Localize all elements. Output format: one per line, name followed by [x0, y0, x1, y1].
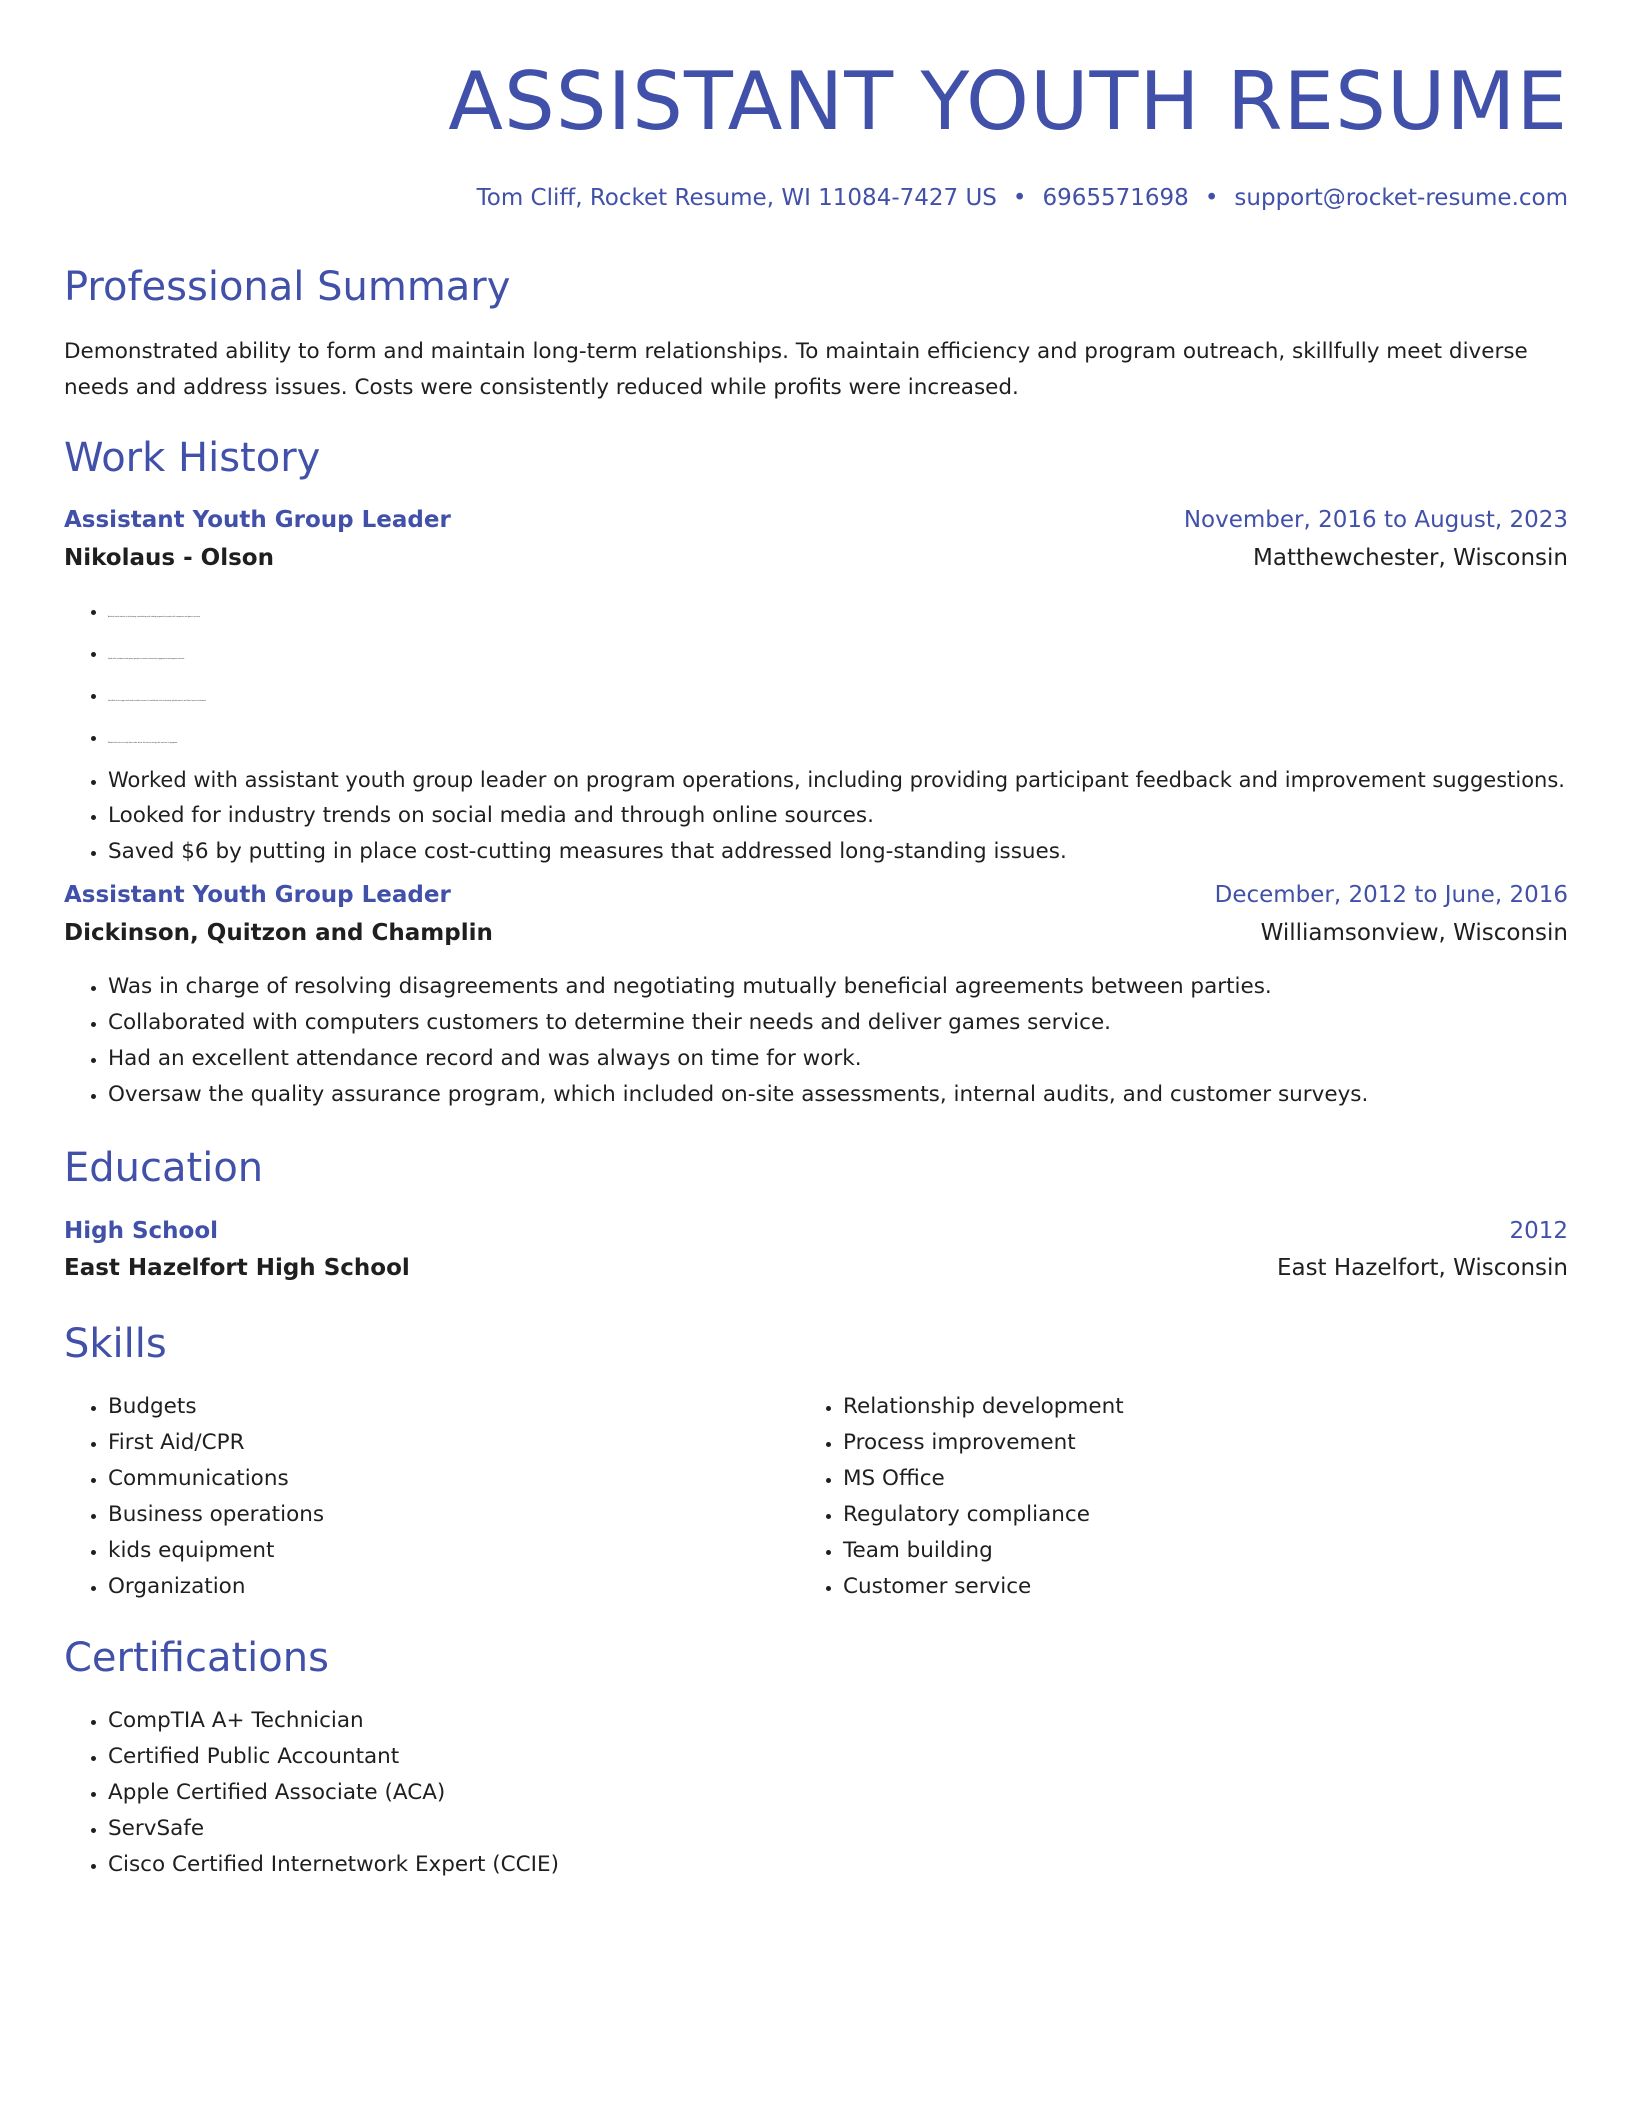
job-location: Williamsonview, Wisconsin — [1260, 920, 1568, 946]
education-location: East Hazelfort, Wisconsin — [1276, 1255, 1568, 1281]
list-item: • Spoke with computers and games groups to increase community engagement and program outreach. — [108, 636, 1565, 678]
job-location: Matthewchester, Wisconsin — [1253, 545, 1568, 571]
list-item: • Looked for industry trends on social media and through online sources. — [108, 798, 1565, 834]
section-heading-certifications: Certifications — [64, 1635, 329, 1681]
job-header — [64, 878, 1568, 912]
list-item: • CompTIA A+ Technician — [108, 1703, 559, 1739]
section-heading-work: Work History — [64, 435, 321, 481]
education-school-row — [64, 1251, 1568, 1285]
job-header — [64, 503, 1568, 537]
certifications-list — [64, 1703, 559, 1883]
list-item: • Budgets — [108, 1389, 324, 1425]
job-title: Assistant Youth Group Leader — [64, 507, 451, 533]
job-title: Assistant Youth Group Leader — [64, 882, 451, 908]
list-item: • Was in charge of resolving disagreements and negotiating mutually beneficial agreements between parties. — [108, 969, 1368, 1005]
list-item: • Regulatory compliance — [843, 1497, 1124, 1533]
list-item: • Process improvement — [843, 1425, 1124, 1461]
section-heading-skills: Skills — [64, 1321, 167, 1367]
list-item: • MS Office — [843, 1461, 1124, 1497]
list-item: • Organization — [108, 1569, 324, 1605]
summary-text: Demonstrated ability to form and maintain long-term relationships. To maintain efficiency and program outreach, skillfully meet diverse needs and address issues. Costs were consistently reduced while profits were increased. — [64, 339, 1528, 400]
contact-separator: • — [1012, 185, 1027, 211]
list-item: • Relationship development — [843, 1389, 1124, 1425]
list-item: • kids equipment — [108, 1533, 324, 1569]
list-item: • Cisco Certified Internetwork Expert (CCIE) — [108, 1847, 559, 1883]
list-item: • First Aid/CPR — [108, 1425, 324, 1461]
list-item: • Communications — [108, 1461, 324, 1497]
list-item: • Saved $6 by putting in place cost-cutting measures that addressed long-standing issues. — [108, 834, 1565, 870]
education-header — [64, 1214, 1568, 1248]
resume-title: ASSISTANT YOUTH RESUME — [448, 55, 1568, 148]
education-school: East Hazelfort High School — [64, 1255, 410, 1281]
education-degree: High School — [64, 1218, 219, 1244]
list-item: • Business operations — [108, 1497, 324, 1533]
list-item: • Assisted social workers in developing, coordinating, and leading programs for people with computers and games concerns. — [108, 594, 1565, 636]
list-item: • Worked with clients to help them make better life choices and get the most out of programs. — [108, 720, 1565, 762]
job-bullets — [64, 594, 1565, 870]
contact-email: support@rocket-resume.com — [1234, 185, 1568, 211]
job-company-row — [64, 916, 1568, 950]
contact-separator: • — [1204, 185, 1219, 211]
list-item: • Apple Certified Associate (ACA) — [108, 1775, 559, 1811]
list-item: • Worked with assistant youth group leader on program operations, including providing participant feedback and improvement suggestions. — [108, 762, 1565, 798]
section-heading-summary: Professional Summary — [64, 264, 511, 310]
list-item: • Certified Public Accountant — [108, 1739, 559, 1775]
contact-line — [477, 182, 1568, 214]
list-item: • Team building — [843, 1533, 1124, 1569]
section-heading-education: Education — [64, 1145, 264, 1191]
list-item: • Identified service gaps and found needed resources for individuals, such as housing, job placement, and other forms of assistance. — [108, 678, 1565, 720]
contact-address: Tom Cliff, Rocket Resume, WI 11084-7427 US — [476, 185, 997, 211]
list-item: • ServSafe — [108, 1811, 559, 1847]
list-item: • Customer service — [843, 1569, 1124, 1605]
skills-list-left — [64, 1389, 324, 1605]
list-item: • Collaborated with computers customers to determine their needs and deliver games service. — [108, 1005, 1368, 1041]
skills-list-right — [799, 1389, 1124, 1605]
list-item: • Oversaw the quality assurance program, which included on-site assessments, internal audits, and customer surveys. — [108, 1077, 1368, 1113]
contact-phone: 6965571698 — [1042, 185, 1189, 211]
job-bullets — [64, 969, 1368, 1113]
job-dates: December, 2012 to June, 2016 — [1214, 882, 1568, 908]
list-item: • Had an excellent attendance record and was always on time for work. — [108, 1041, 1368, 1077]
job-company-row — [64, 541, 1568, 575]
job-company: Dickinson, Quitzon and Champlin — [64, 920, 493, 946]
job-company: Nikolaus - Olson — [64, 545, 274, 571]
job-dates: November, 2016 to August, 2023 — [1183, 507, 1568, 533]
education-year: 2012 — [1509, 1218, 1568, 1244]
